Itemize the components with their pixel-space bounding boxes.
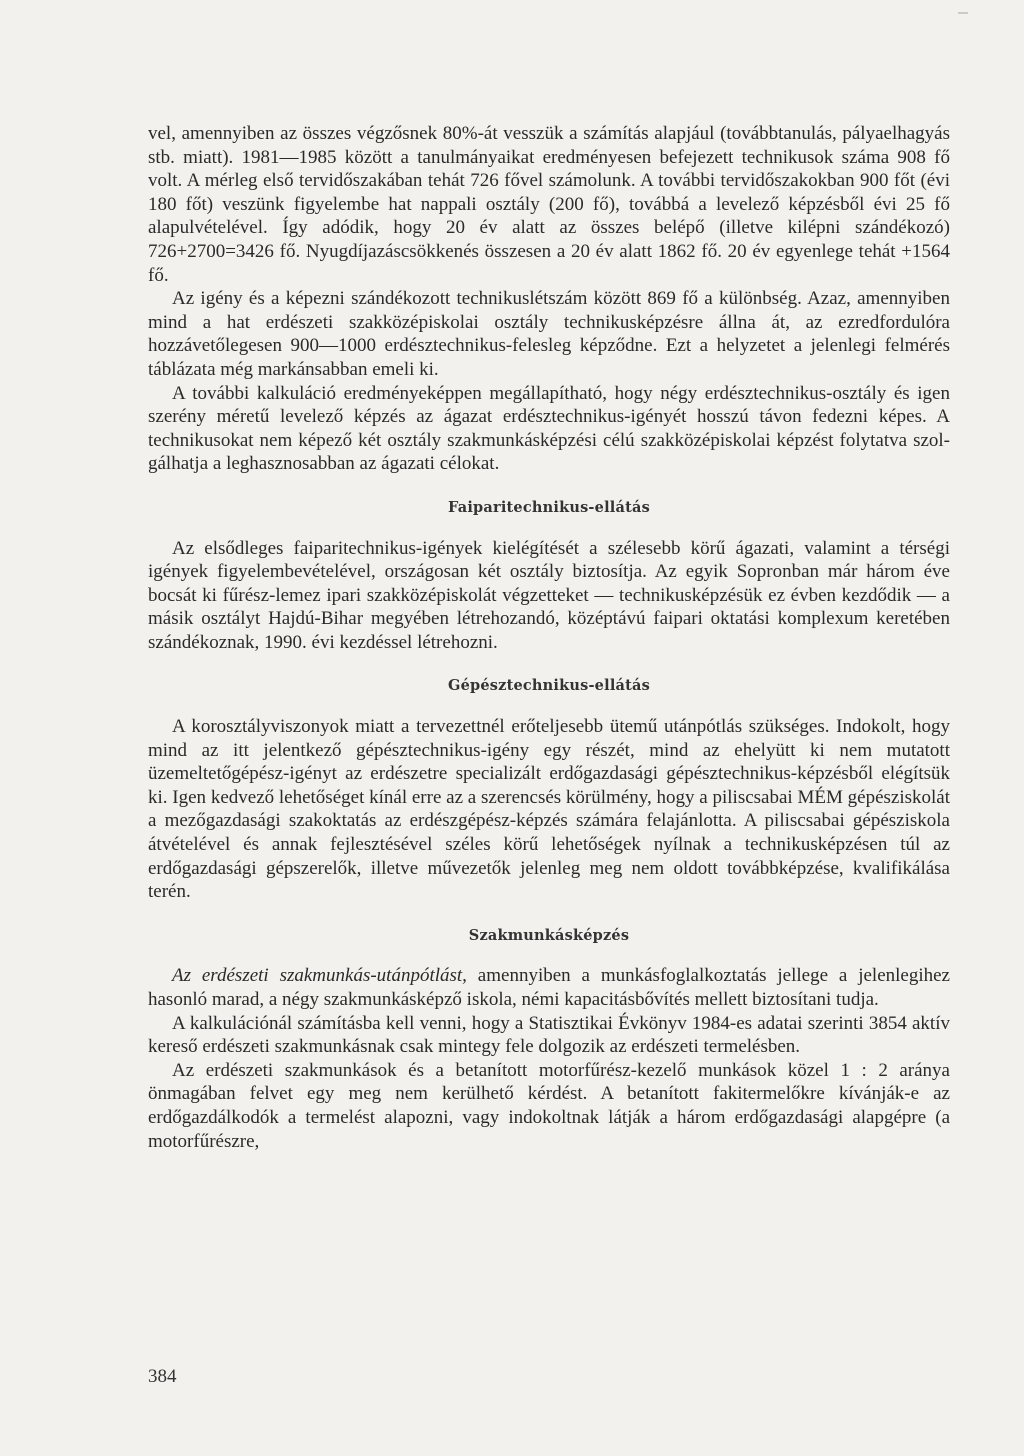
paragraph: Az erdészeti szakmunkások és a betanított motorfűrész-kezelő munkások közel 1 : 2 aránya önmagában felvet egy meg nem kerülhető kérdést. A betanított fakitermelőkre kívánják-e az erdőgazdálkodók a termelést alapozni, vagy indokoltnak látják a három erdőgazdasági alapgépre (a motorfűrészre, bbox=[148, 1059, 950, 1152]
section-heading-gepesztechnikus: Gépésztechnikus-ellátás bbox=[448, 677, 650, 695]
section-heading-faiparitechnikus: Faiparitechnikus-ellátás bbox=[448, 498, 650, 516]
paragraph-text: amennyiben a munkásfoglalkoztatás jellege a jelenlegihez hasonló marad, a négy szakmunkásképző iskola, némi kapacitásbővítés mellett biztosítani tudja. bbox=[148, 965, 950, 1010]
paragraph bbox=[148, 964, 950, 1011]
paragraph: A további kalkuláció eredményeképpen megállapítható, hogy négy erdésztechnikus-osztály és igen szerény méretű levelező képzés az ágazat erdésztechnikus-igényét hosszú távon fedezni képes. A technikusokat nem képező két osztály szakmunkásképzési célú szakközépiskolai képzést folytatva szolgálhatja a leghasznosabban az ágazati célokat. bbox=[148, 382, 950, 475]
paragraph: A kalkulációnál számításba kell venni, hogy a Statisztikai Évkönyv 1984-es adatai szerinti 3854 aktív kereső erdészeti szakmunkásnak csak mintegy fele dolgozik az erdészeti termelésben. bbox=[148, 1012, 950, 1058]
page-number: 384 bbox=[148, 1366, 177, 1387]
italic-phrase: Az erdészeti szakmunkás-utánpótlást, bbox=[172, 965, 467, 987]
document-page bbox=[148, 122, 950, 1153]
paragraph: A korosztályviszonyok miatt a tervezettnél erőteljesebb ütemű utánpótlás szükséges. Indokolt, hogy mind az itt jelentkező gépésztechnikus-igény egy részét, mind az ehelyütt ki nem mutatott üzemeltetőgépész-igényt az erdészetre specializált erdőgazdasági gépésztechnikus-képzésből elégítsük ki. Igen kedvező lehetőséget kínál erre az a szerencsés körülmény, hogy a piliscsabai MÉM gépésziskolát a mezőgazdasági szakoktatás az erdészgépész-képzés számára felajánlotta. A piliscsabai gépésziskola átvételével és annak fejlesztésével széles körű lehetőségek nyílnak a technikusképzésen túl az erdőgazdasági gépszerelők, illetve művezetők jelenleg meg nem oldott továbbképzése, kvalifikálása terén. bbox=[148, 716, 950, 903]
paragraph: Az igény és a képezni szándékozott technikuslétszám között 869 fő a különbség. Azaz, amennyiben mind a hat erdészeti szakközépiskolai osztály technikusképzésre állna át, az ezredfordulóra hozzávetőlegesen 900—1000 erdésztechnikus-felesleg képződne. Ezt a helyzetet a jelenlegi felmérés táblázata még markánsabban emeli ki. bbox=[148, 288, 950, 380]
section-heading-szakmunkaskepzes: Szakmunkásképzés bbox=[468, 926, 630, 944]
paragraph: Az elsődleges faiparitechnikus-igények kielégítését a szélesebb körű ágazati, valamint a térségi igények figyelembevételével, országosan két osztály biztosítja. Az egyik Sopronban már három éve bocsát ki fűrész-lemez ipari szakközépiskolát végzetteket — technikusképzésük ez évben kezdődik — a másik osztályt Hajdú-Bihar megyében létrehozandó, középtávú faipari oktatási komplexum keretében szándékoznak, 1990. évi kezdéssel létrehozni. bbox=[148, 537, 950, 653]
paragraph: vel, amennyiben az összes végzősnek 80%-át vesszük a számítás alapjául (továbbtanulás, pályaelhagyás stb. miatt). 1981—1985 között a tanulmányaikat eredményesen befejezett technikusok száma 908 fő volt. A mérleg első tervidőszakában tehát 726 fővel számolunk. A további tervidőszakokban 900 főt (évi 180 főt) veszünk figyelembe hat nappali osztály (200 fő), továbbá a levelező képzésből évi 25 fő alapulvételével. Így adódik, hogy 20 év alatt az összes belépő (illetve kilépni szándékozó) 726+2700=3426 fő. Nyugdíjazáscsökkenés összesen a 20 év alatt 1862 fő. 20 év egyenlege tehát +1564 fő. bbox=[148, 123, 950, 286]
scan-mark bbox=[958, 12, 968, 14]
